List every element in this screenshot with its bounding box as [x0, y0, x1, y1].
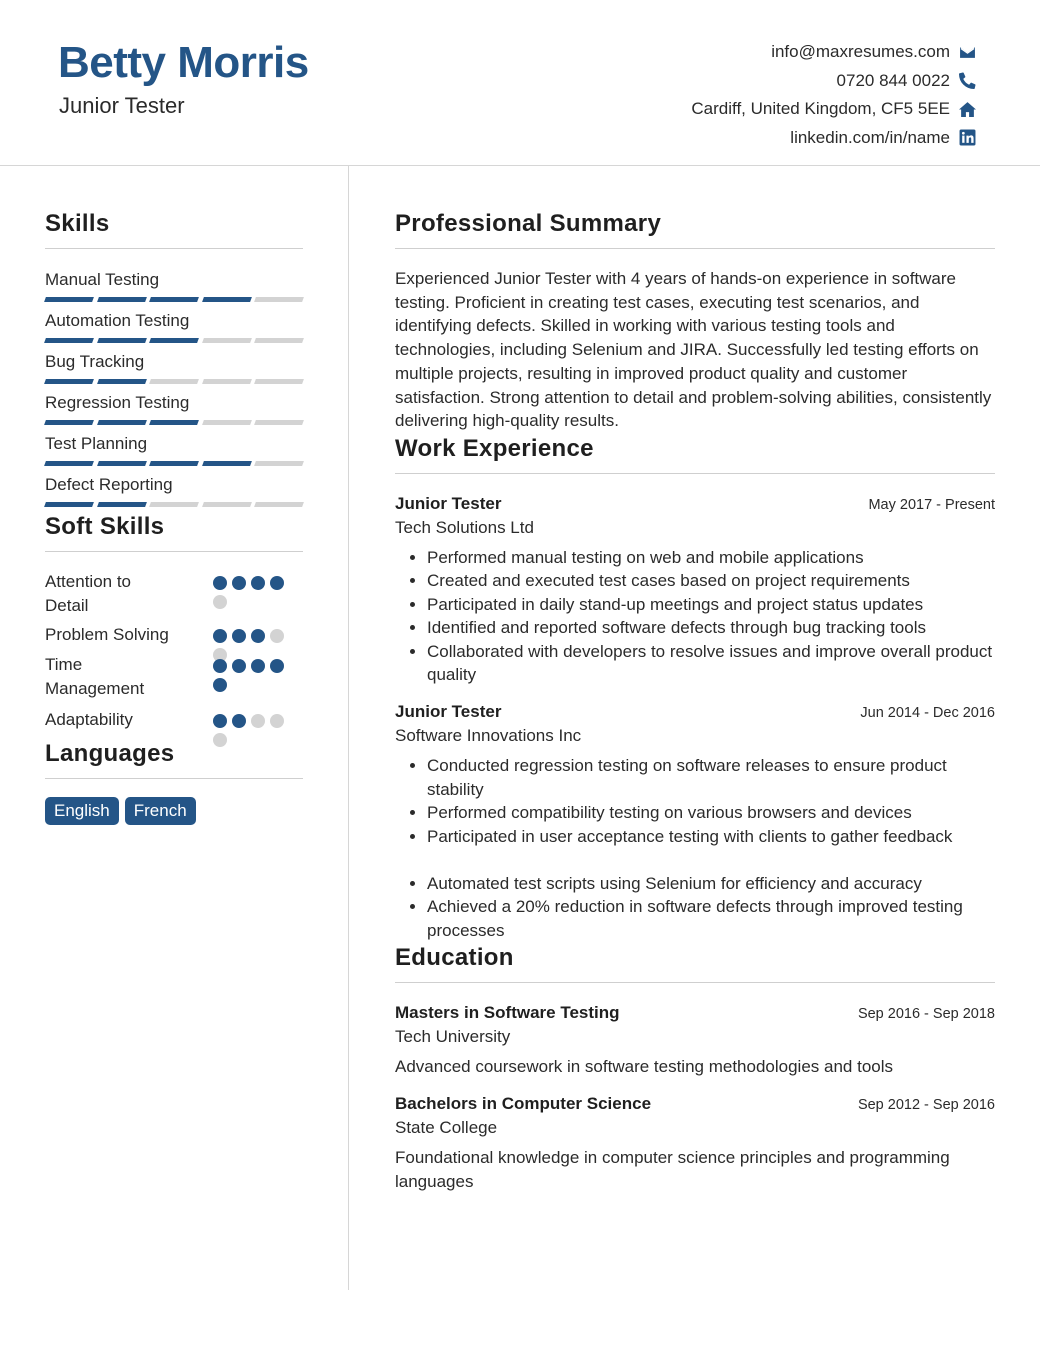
skill-name: Regression Testing [45, 393, 190, 412]
education-description: Foundational knowledge in computer science principles and programming languages [395, 1147, 950, 1192]
job-bullet: • Conducted regression testing on software releases to ensure product stability [427, 754, 995, 801]
soft-skill-rating [213, 570, 293, 609]
skill-bar-segment [254, 420, 303, 425]
skill-bar-segment [97, 420, 146, 425]
contact-address-text: Cardiff, United Kingdom, CF5 5EE [691, 99, 950, 119]
education-school: State College [395, 1117, 498, 1137]
job-bullets [395, 754, 995, 848]
skill-bar-segment [44, 502, 93, 507]
education-dates: Sep 2012 - Sep 2016 [857, 1096, 995, 1113]
skills-list [45, 269, 303, 507]
job-company: Tech Solutions Ltd [395, 517, 534, 537]
skill-item [45, 433, 303, 466]
linkedin-icon [958, 129, 976, 147]
rating-dot [251, 659, 265, 673]
soft-skill-rating [213, 708, 293, 747]
job-bullet: • Created and executed test cases based on project requirements [427, 569, 995, 592]
contact-list [691, 38, 976, 152]
soft-skill-name: Problem Solving [45, 625, 169, 644]
job-bullets-extra [395, 872, 995, 942]
education-degree: Masters in Software Testing [395, 1003, 620, 1023]
contact-address [691, 95, 976, 124]
resume-header [0, 0, 1040, 166]
skill-bar-segment [149, 420, 198, 425]
rating-dot [213, 595, 227, 609]
skill-bar-segment [44, 297, 93, 302]
rating-dot [232, 576, 246, 590]
job-entry [395, 494, 995, 686]
skill-bar-segment [202, 461, 251, 466]
education-header [395, 1094, 995, 1114]
skill-item [45, 269, 303, 302]
left-column [45, 210, 303, 825]
skill-bar-segment [44, 461, 93, 466]
skill-bar-segment [44, 338, 93, 343]
right-column [395, 210, 995, 1195]
soft-skills-heading: Soft Skills [45, 513, 303, 552]
candidate-title: Junior Tester [59, 93, 185, 118]
skill-bar-segment [149, 297, 198, 302]
job-header [395, 494, 995, 514]
job-bullet: • Performed manual testing on web and mobile applications [427, 546, 995, 569]
languages-list [45, 797, 303, 825]
contact-email-text: info@maxresumes.com [771, 42, 950, 62]
education-entry [395, 1003, 995, 1080]
job-bullet: • Participated in user acceptance testing with clients to gather feedback [427, 825, 995, 848]
education-header [395, 1003, 995, 1023]
rating-dot [251, 714, 265, 728]
rating-dot [213, 576, 227, 590]
job-bullets [395, 546, 995, 686]
soft-skill-item [45, 653, 303, 708]
column-divider [348, 166, 349, 1290]
skill-bar-segment [202, 297, 251, 302]
job-company: Software Innovations Inc [395, 726, 582, 746]
soft-skill-item [45, 570, 303, 623]
skill-bar-segment [254, 502, 303, 507]
summary-heading: Professional Summary [395, 210, 995, 249]
skill-level-bar [45, 338, 303, 343]
skill-bar-segment [254, 379, 303, 384]
soft-skill-rating [213, 653, 293, 692]
skill-bar-segment [97, 502, 146, 507]
skill-bar-segment [149, 461, 198, 466]
rating-dot [213, 659, 227, 673]
rating-dot [270, 576, 284, 590]
soft-skills-list [45, 570, 303, 738]
skill-level-bar [45, 420, 303, 425]
skill-bar-segment [97, 379, 146, 384]
skill-bar-segment [97, 338, 146, 343]
skill-bar-segment [44, 420, 93, 425]
skill-bar-segment [254, 461, 303, 466]
rating-dot [213, 629, 227, 643]
soft-skill-name: Attention to Detail [45, 572, 132, 615]
education-description: Advanced coursework in software testing methodologies and tools [395, 1057, 894, 1077]
soft-skill-item [45, 708, 303, 738]
education-dates: Sep 2016 - Sep 2018 [857, 1006, 995, 1023]
language-tag: English [45, 797, 119, 825]
job-role: Junior Tester [395, 493, 502, 513]
phone-icon [958, 72, 976, 90]
rating-dot [232, 629, 246, 643]
contact-linkedin-text: linkedin.com/in/name [790, 127, 950, 147]
contact-email[interactable] [691, 38, 976, 67]
skill-bar-segment [44, 379, 93, 384]
candidate-name: Betty Morris [58, 38, 309, 87]
soft-skill-item [45, 623, 303, 653]
soft-skill-name: Adaptability [45, 710, 133, 729]
skill-name: Defect Reporting [45, 475, 173, 494]
rating-dot [213, 733, 227, 747]
rating-dot [251, 576, 265, 590]
skill-name: Test Planning [45, 434, 148, 453]
rating-dot [232, 714, 246, 728]
envelope-icon [958, 43, 976, 61]
skill-bar-segment [149, 502, 198, 507]
skill-level-bar [45, 461, 303, 466]
rating-dot [270, 659, 284, 673]
education-school: Tech University [395, 1027, 511, 1047]
skill-bar-segment [202, 338, 251, 343]
contact-linkedin[interactable] [691, 124, 976, 153]
rating-dot [270, 629, 284, 643]
job-dates: Jun 2014 - Dec 2016 [860, 705, 995, 722]
skill-bar-segment [254, 338, 303, 343]
skill-bar-segment [202, 420, 251, 425]
summary-text: Experienced Junior Tester with 4 years of hands-on experience in software testing. Proficient in creating test cases, executing test scenarios, and identifying defects. Skilled in working with various testing tools and technologies, including Selenium and JIRA. Successfully led testing efforts on multiple projects, resulting in improved product quality and customer satisfaction. Strong attention to detail and problem-solving abilities, consistently delivering high-quality results. [395, 269, 992, 431]
skill-bar-segment [149, 379, 198, 384]
contact-phone-text: 0720 844 0022 [836, 70, 950, 90]
skill-item [45, 474, 303, 507]
job-role: Junior Tester [395, 702, 502, 722]
rating-dot [251, 629, 265, 643]
language-tag: French [125, 797, 196, 825]
skill-bar-segment [254, 297, 303, 302]
soft-skill-name: Time Management [45, 655, 145, 698]
job-bullet: • Performed compatibility testing on various browsers and devices [427, 801, 995, 824]
education-entry [395, 1094, 995, 1195]
skill-name: Automation Testing [45, 311, 190, 330]
rating-dot [213, 714, 227, 728]
rating-dot [213, 678, 227, 692]
job-bullet: • Participated in daily stand-up meetings and project status updates [427, 593, 995, 616]
job-entry [395, 702, 995, 942]
skill-bar-segment [202, 379, 251, 384]
skill-level-bar [45, 297, 303, 302]
skill-name: Manual Testing [45, 270, 160, 289]
job-bullet: • Identified and reported software defects through bug tracking tools [427, 616, 995, 639]
experience-heading: Work Experience [395, 435, 995, 474]
job-bullet: • Automated test scripts using Selenium for efficiency and accuracy [427, 872, 995, 895]
skills-heading: Skills [45, 210, 303, 249]
contact-phone[interactable] [691, 67, 976, 96]
languages-heading: Languages [45, 740, 303, 779]
skill-item [45, 310, 303, 343]
skill-level-bar [45, 379, 303, 384]
job-bullet: • Achieved a 20% reduction in software defects through improved testing processes [427, 895, 995, 942]
skill-bar-segment [97, 297, 146, 302]
skill-level-bar [45, 502, 303, 507]
skill-item [45, 351, 303, 384]
education-heading: Education [395, 944, 995, 983]
education-degree: Bachelors in Computer Science [395, 1093, 652, 1113]
rating-dot [270, 714, 284, 728]
job-bullet: • Collaborated with developers to resolve issues and improve overall product quality [427, 640, 995, 687]
skill-bar-segment [149, 338, 198, 343]
rating-dot [232, 659, 246, 673]
skill-item [45, 392, 303, 425]
skill-bar-segment [202, 502, 251, 507]
job-dates: May 2017 - Present [868, 496, 995, 513]
home-icon [958, 100, 976, 118]
skill-bar-segment [97, 461, 146, 466]
job-header [395, 702, 995, 722]
skill-name: Bug Tracking [45, 352, 145, 371]
